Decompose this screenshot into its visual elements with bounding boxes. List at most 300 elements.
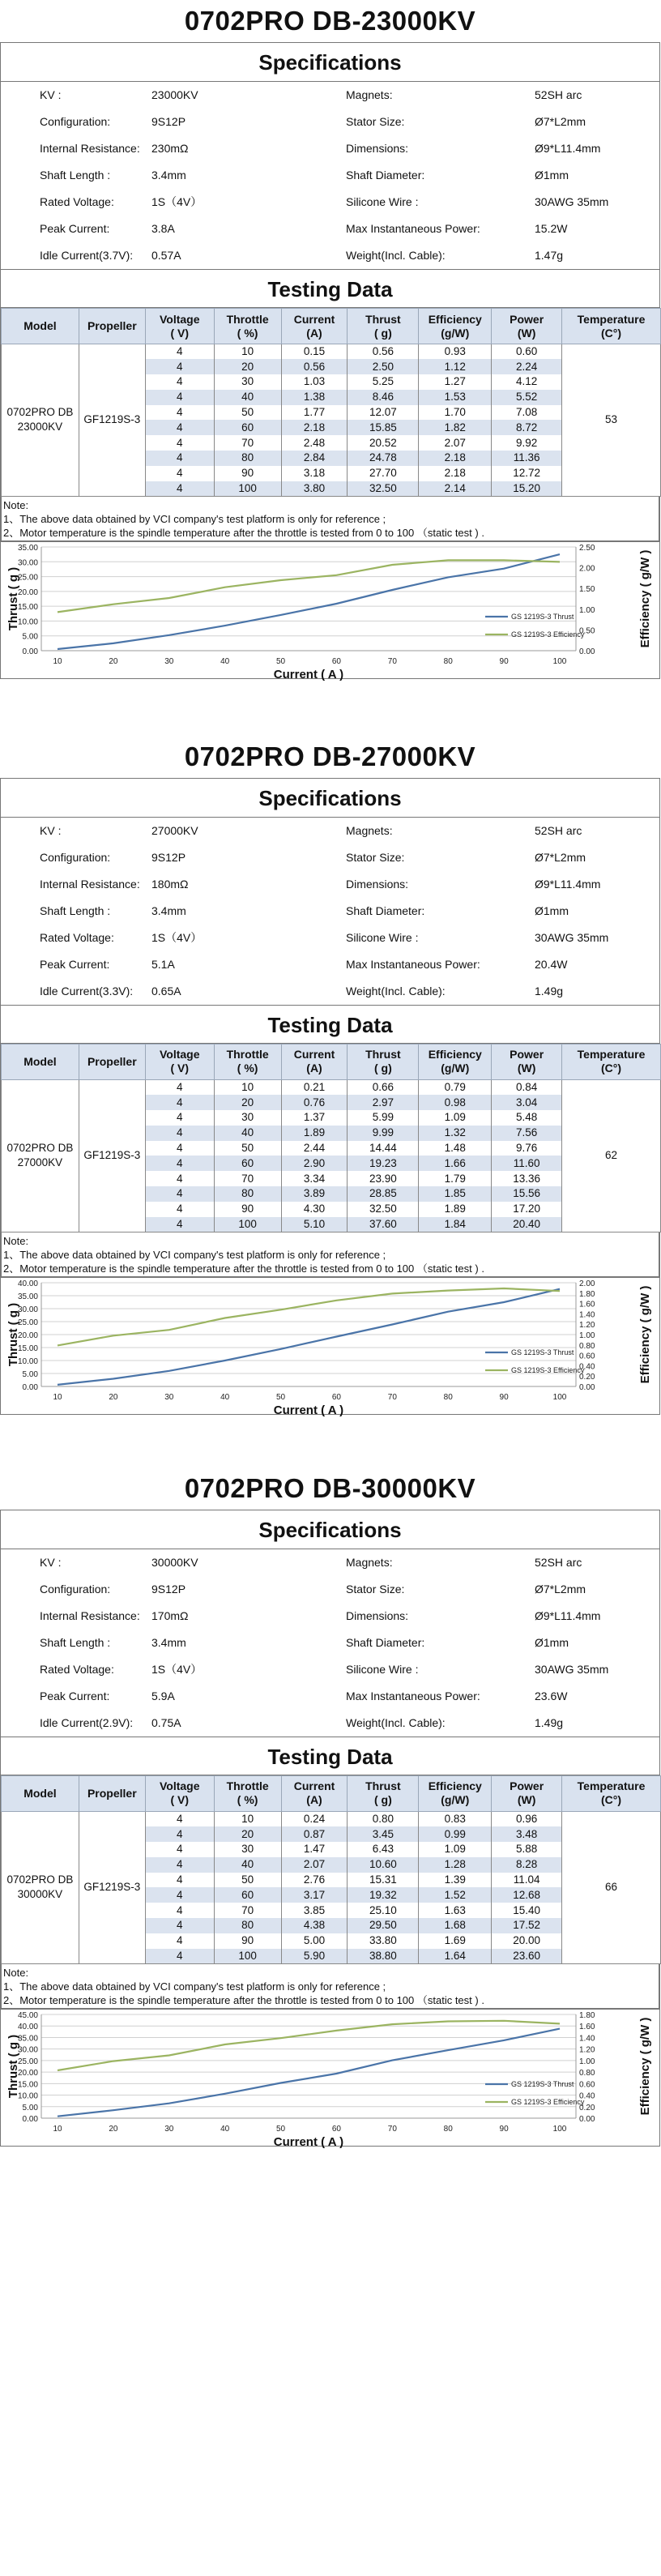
spec-value: 30AWG 35mm (535, 195, 609, 208)
spec-grid (1, 82, 659, 269)
table-cell: 8.46 (348, 390, 419, 405)
table-cell: 4.38 (281, 1918, 348, 1933)
column-header: Voltage ( V) (145, 1044, 214, 1079)
column-header: Throttle ( %) (214, 1044, 281, 1079)
table-cell: 30 (214, 374, 281, 390)
y2-axis-label: Efficiency ( g/W ) (638, 1285, 652, 1384)
spec-label: Shaft Length : (40, 904, 111, 917)
spec-label: KV : (40, 823, 62, 837)
table-cell: 1.37 (281, 1110, 348, 1126)
y2-tick-label: 2.00 (579, 1279, 595, 1288)
table-cell: 20.40 (492, 1217, 562, 1232)
spec-value: Ø1mm (535, 1635, 569, 1649)
column-header: Propeller (79, 309, 145, 344)
spec-value: 1S（4V） (151, 1662, 203, 1676)
table-row (2, 344, 661, 360)
temperature-cell: 53 (562, 344, 661, 497)
y2-tick-label: 1.60 (579, 1300, 595, 1309)
table-row (2, 1811, 661, 1826)
spec-value: Ø7*L2mm (535, 850, 586, 864)
spec-value: Ø9*L11.4mm (535, 1608, 601, 1622)
y2-tick-label: 1.20 (579, 2045, 595, 2055)
y2-tick-label: 2.00 (579, 564, 595, 574)
spec-value: 170mΩ (151, 1608, 189, 1622)
spec-label: Dimensions: (346, 877, 409, 891)
table-cell: 10 (214, 1079, 281, 1095)
table-cell: 4.12 (492, 374, 562, 390)
column-header: Propeller (79, 1775, 145, 1811)
table-cell: 4 (145, 344, 214, 360)
table-cell: 0.83 (419, 1811, 492, 1826)
y2-tick-label: 1.20 (579, 1321, 595, 1331)
y2-tick-label: 0.60 (579, 1352, 595, 1361)
table-cell: 0.60 (492, 344, 562, 360)
table-cell: 1.85 (419, 1186, 492, 1202)
notes (1, 1232, 659, 1276)
y2-tick-label: 0.00 (579, 2114, 595, 2124)
table-cell: 3.04 (492, 1095, 562, 1110)
note-line: Note: (3, 1234, 29, 1247)
table-cell: 3.80 (281, 481, 348, 497)
table-cell: 40 (214, 1857, 281, 1873)
chart-svg (1, 2010, 659, 2149)
y2-axis-label: Efficiency ( g/W ) (638, 549, 652, 648)
x-tick-label: 60 (331, 656, 342, 666)
table-cell: 15.20 (492, 481, 562, 497)
table-cell: 50 (214, 1873, 281, 1888)
spec-value: 0.75A (151, 1715, 181, 1729)
x-tick-label: 10 (53, 2124, 62, 2134)
y-tick-label: 45.00 (17, 2010, 38, 2020)
table-cell: 27.70 (348, 466, 419, 481)
y2-axis-label: Efficiency ( g/W ) (638, 2017, 652, 2116)
legend-label: GS 1219S-3 Efficiency (511, 1365, 585, 1374)
spec-value: 3.8A (151, 222, 175, 235)
table-cell: 2.07 (419, 435, 492, 451)
spec-label: Magnets: (346, 88, 393, 101)
table-cell: 4.30 (281, 1202, 348, 1217)
table-cell: 50 (214, 405, 281, 421)
motor-section (0, 1467, 660, 2147)
chart-svg (1, 542, 659, 681)
table-cell: 8.72 (492, 420, 562, 435)
x-tick-label: 100 (552, 2124, 567, 2134)
temperature-cell: 62 (562, 1079, 661, 1232)
y2-tick-label: 1.00 (579, 605, 595, 615)
table-cell: 30 (214, 1842, 281, 1857)
spec-box (0, 778, 660, 1277)
table-cell: 11.60 (492, 1156, 562, 1171)
table-cell: 80 (214, 1186, 281, 1202)
series-line-thrust (58, 1289, 560, 1385)
y-axis-label: Thrust ( g ) (6, 1302, 20, 1367)
table-cell: 7.08 (492, 405, 562, 421)
y2-tick-label: 1.40 (579, 1310, 595, 1320)
column-header: Throttle ( %) (214, 309, 281, 344)
spec-value: Ø1mm (535, 169, 569, 182)
column-header: Model (2, 309, 79, 344)
column-header: Propeller (79, 1044, 145, 1079)
table-cell: 1.09 (419, 1842, 492, 1857)
column-header: Efficiency (g/W) (419, 1775, 492, 1811)
table-cell: 15.40 (492, 1903, 562, 1918)
x-tick-label: 50 (275, 2124, 286, 2134)
table-cell: 4 (145, 1903, 214, 1918)
table-cell: 15.31 (348, 1873, 419, 1888)
spec-grid (1, 818, 659, 1005)
y2-tick-label: 0.00 (579, 1382, 595, 1392)
table-cell: 0.98 (419, 1095, 492, 1110)
table-cell: 20.52 (348, 435, 419, 451)
spec-label: Silicone Wire : (346, 930, 419, 944)
x-tick-label: 30 (164, 656, 174, 666)
y2-tick-label: 0.00 (579, 647, 595, 656)
y-tick-label: 25.00 (17, 1318, 38, 1327)
table-cell: 0.93 (419, 344, 492, 360)
y-tick-label: 0.00 (22, 1382, 38, 1392)
spec-value: 52SH arc (535, 88, 582, 101)
table-cell: 1.52 (419, 1887, 492, 1903)
spec-label: Dimensions: (346, 1608, 409, 1622)
table-cell: 4 (145, 1918, 214, 1933)
column-header: Throttle ( %) (214, 1775, 281, 1811)
table-cell: 4 (145, 1826, 214, 1842)
table-cell: 4 (145, 420, 214, 435)
testing-data-heading: Testing Data (1, 269, 659, 308)
table-cell: 3.45 (348, 1826, 419, 1842)
model-cell: 0702PRO DB 30000KV (2, 1811, 79, 1963)
spec-label: Shaft Diameter: (346, 904, 425, 917)
note-line: 2、Motor temperature is the spindle temperature after the throttle is tested from 0 to 100 （static test ) . (3, 1993, 484, 2006)
table-cell: 4 (145, 405, 214, 421)
note-line: 1、The above data obtained by VCI company's test platform is only for reference ; (3, 1980, 386, 1993)
table-cell: 100 (214, 481, 281, 497)
table-cell: 4 (145, 1202, 214, 1217)
spec-label: Configuration: (40, 115, 111, 128)
table-cell: 1.63 (419, 1903, 492, 1918)
motor-section (0, 736, 660, 1415)
table-cell: 2.97 (348, 1095, 419, 1110)
spec-label: Configuration: (40, 850, 111, 864)
table-cell: 2.07 (281, 1857, 348, 1873)
table-cell: 100 (214, 1217, 281, 1232)
x-tick-label: 80 (443, 1392, 453, 1402)
table-cell: 4 (145, 1171, 214, 1186)
table-cell: 7.56 (492, 1126, 562, 1141)
column-header: Efficiency (g/W) (419, 1044, 492, 1079)
x-axis-label: Current ( A ) (273, 2134, 344, 2149)
table-cell: 32.50 (348, 1202, 419, 1217)
table-cell: 9.92 (492, 435, 562, 451)
x-tick-label: 10 (53, 656, 62, 666)
table-cell: 19.23 (348, 1156, 419, 1171)
y-tick-label: 5.00 (22, 1369, 38, 1379)
table-cell: 28.85 (348, 1186, 419, 1202)
legend-label: GS 1219S-3 Thrust (511, 612, 574, 621)
table-cell: 4 (145, 1126, 214, 1141)
model-cell: 0702PRO DB 23000KV (2, 344, 79, 497)
table-cell: 2.18 (419, 466, 492, 481)
column-header: Voltage ( V) (145, 1775, 214, 1811)
table-cell: 24.78 (348, 451, 419, 466)
table-cell: 5.10 (281, 1217, 348, 1232)
table-cell: 90 (214, 1933, 281, 1949)
column-header: Current (A) (281, 1044, 348, 1079)
table-cell: 1.66 (419, 1156, 492, 1171)
y2-tick-label: 0.20 (579, 2103, 595, 2112)
spec-value: 20.4W (535, 957, 568, 971)
table-cell: 17.20 (492, 1202, 562, 1217)
table-cell: 20 (214, 359, 281, 374)
x-tick-label: 60 (331, 2124, 342, 2134)
y2-tick-label: 2.50 (579, 543, 595, 553)
table-cell: 4 (145, 1141, 214, 1156)
y2-tick-label: 0.50 (579, 626, 595, 636)
y2-tick-label: 0.40 (579, 2091, 595, 2101)
column-header: Power (W) (492, 1775, 562, 1811)
performance-chart (0, 541, 660, 679)
spec-value: 30AWG 35mm (535, 930, 609, 944)
table-cell: 3.85 (281, 1903, 348, 1918)
column-header: Thrust ( g) (348, 309, 419, 344)
spec-value: 23.6W (535, 1689, 568, 1702)
table-cell: 1.27 (419, 374, 492, 390)
x-tick-label: 40 (220, 2124, 230, 2134)
column-header: Thrust ( g) (348, 1775, 419, 1811)
table-cell: 13.36 (492, 1171, 562, 1186)
table-cell: 80 (214, 1918, 281, 1933)
spec-value: 1.47g (535, 249, 564, 262)
column-header: Power (W) (492, 1044, 562, 1079)
table-cell: 14.44 (348, 1141, 419, 1156)
spec-label: Internal Resistance: (40, 1608, 140, 1622)
y2-tick-label: 1.40 (579, 2034, 595, 2044)
spec-value: 3.4mm (151, 1635, 186, 1649)
note-line: 1、The above data obtained by VCI company's test platform is only for reference ; (3, 1248, 386, 1261)
column-header: Temperature (C°) (562, 309, 661, 344)
table-cell: 12.72 (492, 466, 562, 481)
motor-title: 0702PRO DB-30000KV (184, 1472, 476, 1503)
table-cell: 5.48 (492, 1110, 562, 1126)
spec-value: 30AWG 35mm (535, 1662, 609, 1676)
testing-table (1, 1775, 661, 1964)
x-tick-label: 70 (387, 1392, 397, 1402)
spec-value: Ø1mm (535, 904, 569, 917)
table-cell: 100 (214, 1949, 281, 1964)
spec-value: 27000KV (151, 823, 198, 837)
spec-label: Rated Voltage: (40, 930, 114, 944)
spec-value: 9S12P (151, 850, 186, 864)
x-tick-label: 20 (109, 1392, 118, 1402)
column-header: Power (W) (492, 309, 562, 344)
x-tick-label: 50 (275, 656, 286, 666)
spec-label: KV : (40, 1555, 62, 1569)
spec-label: Weight(Incl. Cable): (346, 249, 446, 262)
x-tick-label: 30 (164, 2124, 174, 2134)
table-cell: 0.87 (281, 1826, 348, 1842)
model-cell: 0702PRO DB 27000KV (2, 1079, 79, 1232)
spec-label: Rated Voltage: (40, 195, 114, 208)
y2-tick-label: 1.60 (579, 2023, 595, 2032)
table-cell: 30 (214, 1110, 281, 1126)
legend-label: GS 1219S-3 Efficiency (511, 2097, 585, 2106)
series-line-thrust (58, 2029, 560, 2117)
spec-label: Stator Size: (346, 850, 405, 864)
y-tick-label: 25.00 (17, 2057, 38, 2066)
note-line: 2、Motor temperature is the spindle temperature after the throttle is tested from 0 to 100 （static test ) . (3, 1262, 484, 1275)
column-header: Temperature (C°) (562, 1044, 661, 1079)
table-cell: 80 (214, 451, 281, 466)
table-cell: 10 (214, 1811, 281, 1826)
x-tick-label: 40 (220, 1392, 230, 1402)
spec-label: Rated Voltage: (40, 1662, 114, 1676)
table-cell: 5.90 (281, 1949, 348, 1964)
table-cell: 4 (145, 435, 214, 451)
y-tick-label: 15.00 (17, 1344, 38, 1353)
table-cell: 0.96 (492, 1811, 562, 1826)
y-tick-label: 35.00 (17, 1292, 38, 1301)
table-cell: 1.64 (419, 1949, 492, 1964)
spec-label: Shaft Length : (40, 169, 111, 182)
spec-label: KV : (40, 88, 62, 101)
spec-value: 52SH arc (535, 1555, 582, 1569)
spec-label: Dimensions: (346, 142, 409, 155)
table-cell: 12.07 (348, 405, 419, 421)
testing-table (1, 308, 661, 497)
spec-value: 180mΩ (151, 877, 189, 891)
table-cell: 4 (145, 1949, 214, 1964)
notes (1, 1964, 659, 2008)
spec-label: Internal Resistance: (40, 877, 140, 891)
table-cell: 2.90 (281, 1156, 348, 1171)
y2-tick-label: 0.40 (579, 1362, 595, 1372)
spec-value: 0.57A (151, 249, 181, 262)
table-cell: 1.38 (281, 390, 348, 405)
table-cell: 1.09 (419, 1110, 492, 1126)
table-cell: 23.90 (348, 1171, 419, 1186)
spec-label: Max Instantaneous Power: (346, 957, 480, 971)
table-cell: 4 (145, 1217, 214, 1232)
table-cell: 38.80 (348, 1949, 419, 1964)
table-cell: 2.14 (419, 481, 492, 497)
spec-label: Shaft Length : (40, 1635, 111, 1649)
legend-label: GS 1219S-3 Efficiency (511, 630, 585, 639)
spec-label: Idle Current(2.9V): (40, 1715, 134, 1729)
table-cell: 20.00 (492, 1933, 562, 1949)
x-tick-label: 50 (275, 1392, 286, 1402)
table-cell: 1.89 (419, 1202, 492, 1217)
spec-label: Internal Resistance: (40, 142, 140, 155)
table-cell: 1.89 (281, 1126, 348, 1141)
spec-value: 30000KV (151, 1555, 198, 1569)
table-cell: 60 (214, 1887, 281, 1903)
table-cell: 1.69 (419, 1933, 492, 1949)
testing-data-heading: Testing Data (1, 1005, 659, 1044)
legend-label: GS 1219S-3 Thrust (511, 1348, 574, 1356)
specifications-heading: Specifications (1, 779, 659, 818)
spec-value: 9S12P (151, 1582, 186, 1596)
spec-label: Weight(Incl. Cable): (346, 984, 446, 998)
column-header: Thrust ( g) (348, 1044, 419, 1079)
y2-tick-label: 0.20 (579, 1373, 595, 1382)
table-cell: 4 (145, 1110, 214, 1126)
table-cell: 20 (214, 1826, 281, 1842)
y-axis-label: Thrust ( g ) (6, 566, 20, 631)
y-tick-label: 20.00 (17, 2069, 38, 2078)
table-cell: 4 (145, 1079, 214, 1095)
table-cell: 0.15 (281, 344, 348, 360)
spec-value: Ø9*L11.4mm (535, 877, 601, 891)
y-tick-label: 10.00 (17, 617, 38, 627)
x-tick-label: 100 (552, 1392, 567, 1402)
table-cell: 20 (214, 1095, 281, 1110)
x-tick-label: 20 (109, 2124, 118, 2134)
table-cell: 4 (145, 374, 214, 390)
motor-section (0, 0, 660, 679)
table-cell: 1.47 (281, 1842, 348, 1857)
table-cell: 60 (214, 420, 281, 435)
table-cell: 1.32 (419, 1126, 492, 1141)
table-cell: 1.12 (419, 359, 492, 374)
series-line-efficiency (58, 2021, 560, 2070)
table-cell: 19.32 (348, 1887, 419, 1903)
x-tick-label: 20 (109, 656, 118, 666)
spec-label: Magnets: (346, 823, 393, 837)
table-cell: 90 (214, 466, 281, 481)
spec-label: Peak Current: (40, 957, 110, 971)
y-tick-label: 0.00 (22, 647, 38, 656)
table-cell: 1.28 (419, 1857, 492, 1873)
column-header: Efficiency (g/W) (419, 309, 492, 344)
table-cell: 2.84 (281, 451, 348, 466)
table-cell: 12.68 (492, 1887, 562, 1903)
x-tick-label: 90 (499, 656, 509, 666)
legend-label: GS 1219S-3 Thrust (511, 2079, 574, 2088)
spec-label: Configuration: (40, 1582, 111, 1596)
table-cell: 3.48 (492, 1826, 562, 1842)
spec-box (0, 42, 660, 541)
table-cell: 5.00 (281, 1933, 348, 1949)
y2-tick-label: 1.50 (579, 585, 595, 595)
table-cell: 5.25 (348, 374, 419, 390)
table-cell: 1.48 (419, 1141, 492, 1156)
table-cell: 1.82 (419, 420, 492, 435)
y-tick-label: 40.00 (17, 1279, 38, 1288)
table-cell: 2.18 (281, 420, 348, 435)
series-line-efficiency (58, 1288, 560, 1345)
table-cell: 9.99 (348, 1126, 419, 1141)
column-header: Current (A) (281, 1775, 348, 1811)
y-tick-label: 40.00 (17, 2023, 38, 2032)
table-cell: 10 (214, 344, 281, 360)
x-tick-label: 90 (499, 1392, 509, 1402)
y-tick-label: 25.00 (17, 573, 38, 583)
table-cell: 4 (145, 1842, 214, 1857)
y-tick-label: 35.00 (17, 2034, 38, 2044)
y-tick-label: 10.00 (17, 2091, 38, 2101)
motor-title: 0702PRO DB-27000KV (184, 741, 476, 771)
spec-label: Max Instantaneous Power: (346, 222, 480, 235)
x-tick-label: 90 (499, 2124, 509, 2134)
table-cell: 3.18 (281, 466, 348, 481)
x-tick-label: 40 (220, 656, 230, 666)
spec-value: 1.49g (535, 1715, 564, 1729)
spec-label: Silicone Wire : (346, 1662, 419, 1676)
y2-tick-label: 1.00 (579, 2057, 595, 2066)
table-cell: 10.60 (348, 1857, 419, 1873)
table-cell: 70 (214, 435, 281, 451)
y2-tick-label: 1.80 (579, 2010, 595, 2020)
